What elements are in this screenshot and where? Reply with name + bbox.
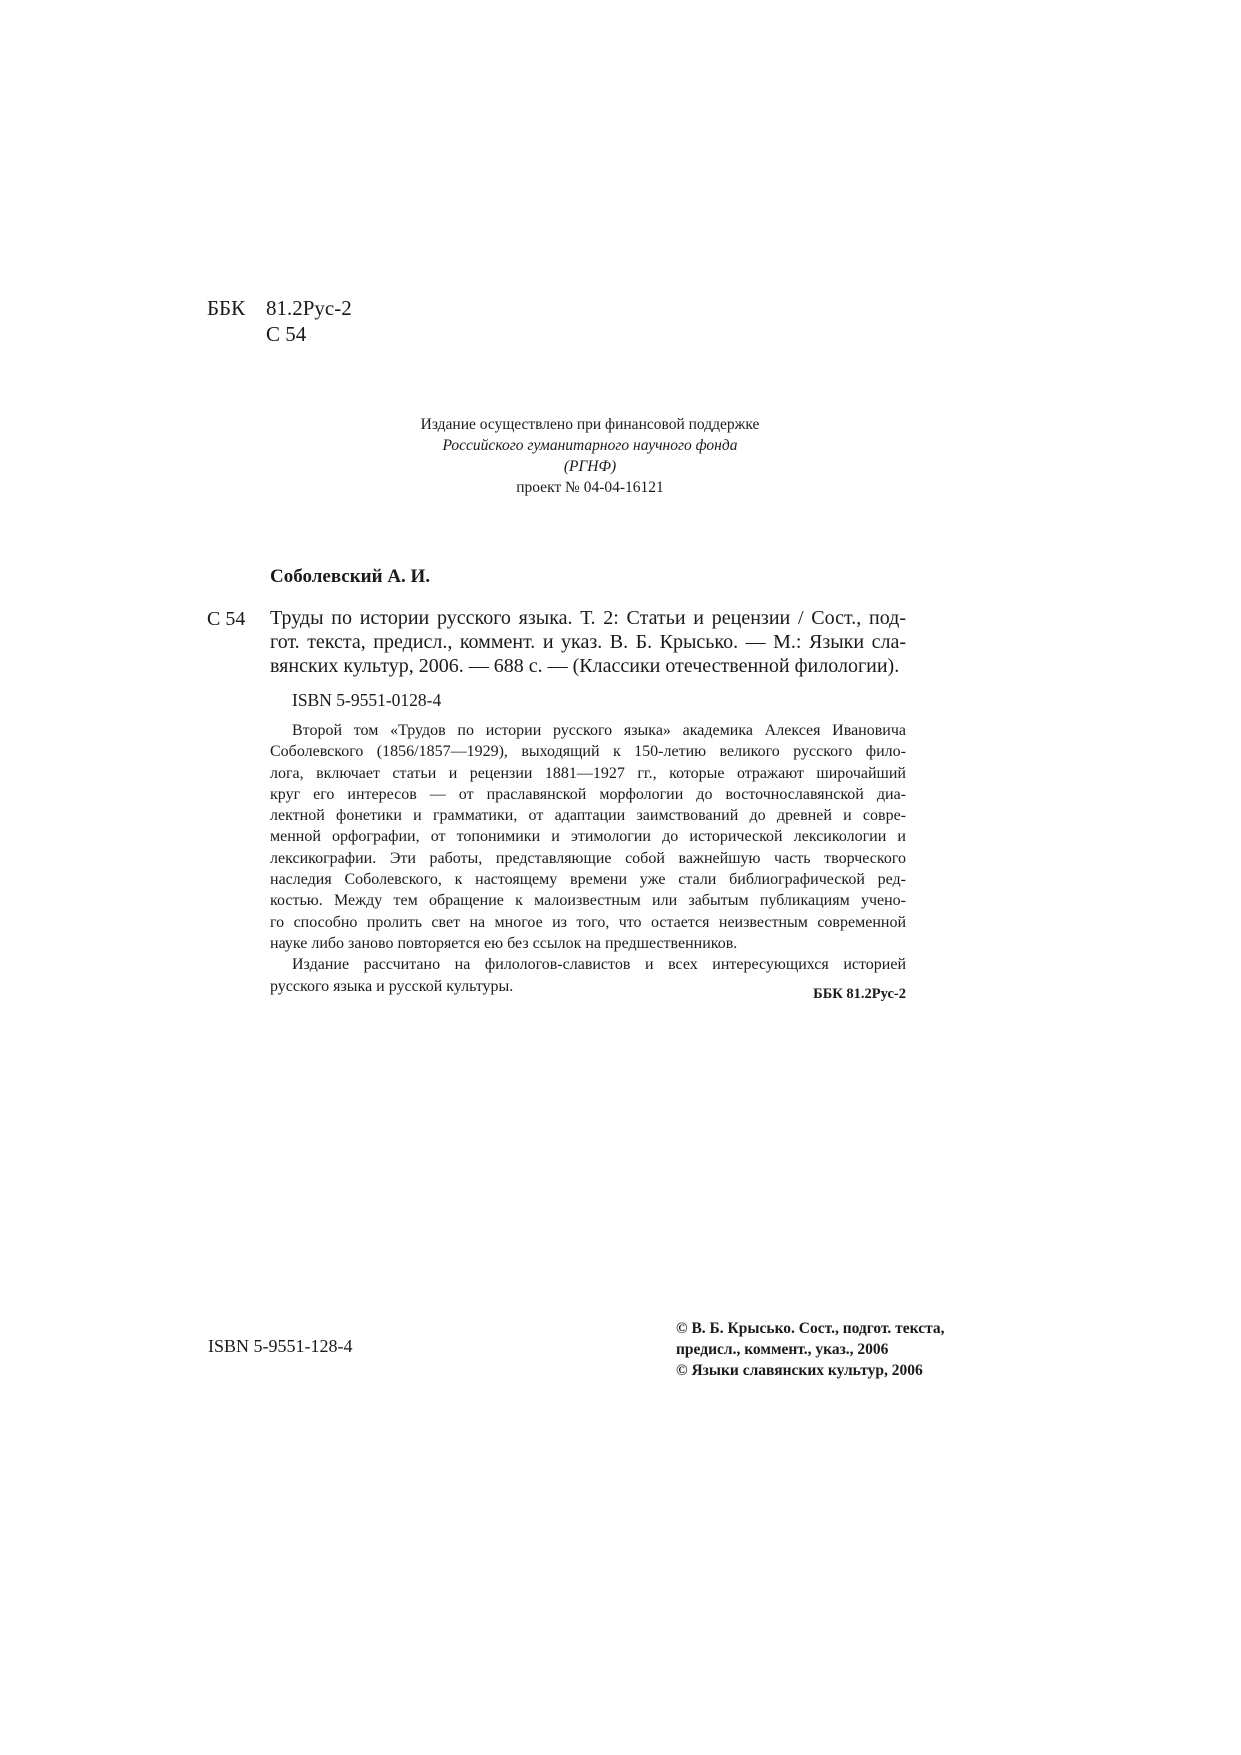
annotation-line: русского языка и русской культуры. bbox=[270, 977, 514, 995]
bbk-bottom: ББК 81.2Рус-2 bbox=[813, 986, 906, 1002]
entry-line: гот. текста, предисл., коммент. и указ. В. Б. Крысько. — М.: Языки сла- bbox=[270, 631, 906, 653]
entry-line: Труды по истории русского языка. Т. 2: Статьи и рецензии / Сост., под- bbox=[270, 607, 906, 629]
annotation bbox=[270, 720, 906, 997]
funding-line: Издание осуществлено при финансовой поддержке bbox=[420, 416, 760, 433]
annotation-line: костью. Между тем обращение к малоизвестным или забытым публикациям учено- bbox=[270, 892, 906, 910]
entry-line: вянских культур, 2006. — 688 с. — (Классики отечественной филологии). bbox=[270, 655, 900, 677]
annotation-line: лектной фонетики и грамматики, от адаптации заимствований до древней и совре- bbox=[270, 807, 906, 825]
catalog-mark: С 54 bbox=[207, 608, 246, 630]
annotation-line: Соболевского (1856/1857—1929), выходящий к 150-летию великого русского фило- bbox=[270, 743, 906, 761]
annotation-line: науке либо заново повторяется ею без ссылок на предшественников. bbox=[270, 934, 738, 952]
author-mark: С 54 bbox=[266, 322, 307, 346]
funding-foundation: Российского гуманитарного научного фонда bbox=[442, 437, 738, 454]
funding-project: проект № 04-04-16121 bbox=[516, 479, 664, 496]
author-heading: Соболевский А. И. bbox=[270, 566, 431, 587]
copyright-line: предисл., коммент., указ., 2006 bbox=[676, 1341, 889, 1358]
funding-note bbox=[390, 414, 790, 498]
annotation-line: лексикографии. Эти работы, представляющие собой важнейшую часть творческого bbox=[270, 849, 906, 867]
annotation-line: Второй том «Трудов по истории русского языка» академика Алексея Ивановича bbox=[292, 722, 906, 739]
isbn-entry: ISBN 5-9551-0128-4 bbox=[292, 690, 442, 710]
annotation-line: круг его интересов — от праславянской морфологии до восточнославянской диа- bbox=[270, 785, 906, 803]
copyright-line: © В. Б. Крысько. Сост., подгот. текста, bbox=[676, 1320, 945, 1337]
copyright-line: © Языки славянских культур, 2006 bbox=[676, 1362, 923, 1379]
bbk-label: ББК bbox=[207, 296, 246, 320]
bibliographic-entry bbox=[270, 606, 906, 678]
annotation-line: Издание рассчитано на филологов-славистов и всех интересующихся историей bbox=[292, 956, 906, 974]
isbn-footer: ISBN 5-9551-128-4 bbox=[208, 1336, 353, 1356]
bbk-code: 81.2Рус-2 bbox=[266, 296, 352, 320]
annotation-line: лога, включает статьи и рецензии 1881—1927 гг., которые отражают широчайший bbox=[270, 764, 906, 782]
annotation-line: наследия Соболевского, к настоящему времени уже стали библиографической ред- bbox=[270, 871, 906, 889]
copyright-block bbox=[676, 1318, 996, 1381]
funding-abbreviation: (РГНФ) bbox=[563, 458, 617, 475]
annotation-line: го способно пролить свет на многое из того, что остается неизвестным современной bbox=[270, 913, 906, 931]
annotation-line: менной орфографии, от топонимики и этимологии до исторической лексикологии и bbox=[270, 828, 906, 846]
